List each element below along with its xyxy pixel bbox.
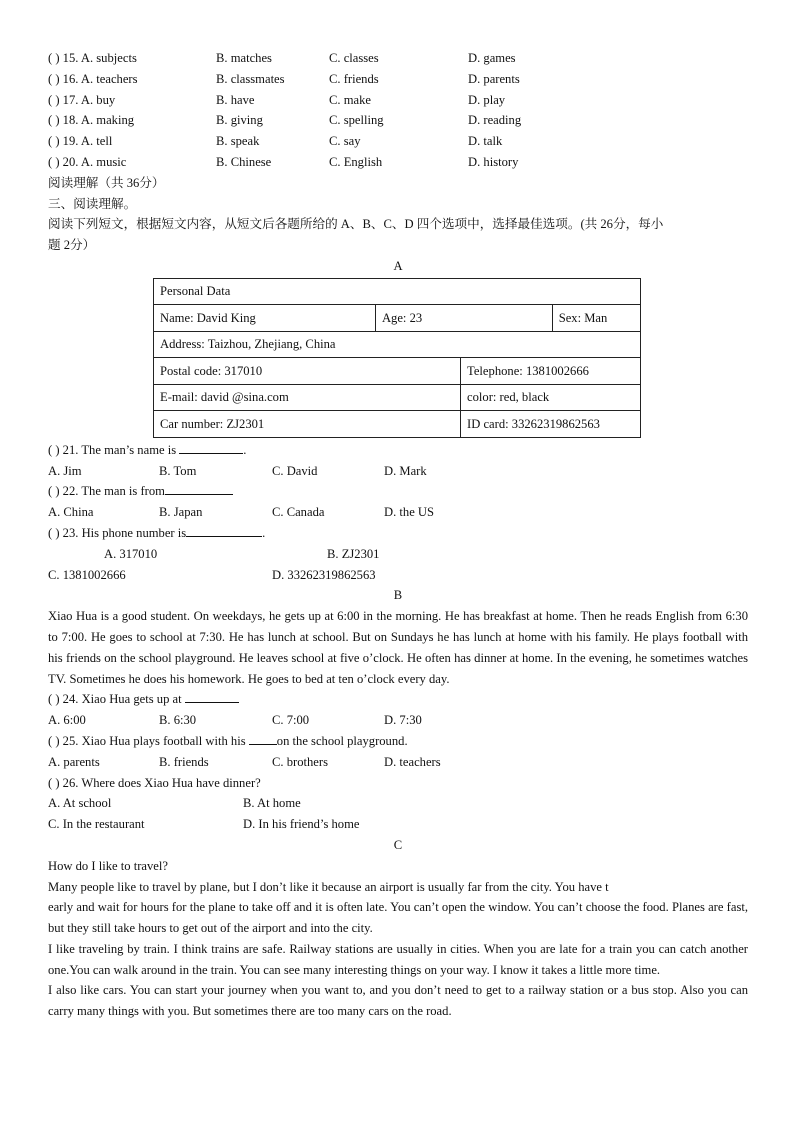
sex-cell: Sex: Man: [552, 305, 640, 332]
option-d: D. parents: [468, 71, 520, 86]
answer-blank: [185, 689, 239, 703]
passage-c-paragraph-2: I like traveling by train. I think trains are safe. Railway stations are usually in cities. When you are late for a train you can catch another one.You can walk around in the train. You can see many interesting things on your way. I know it takes a little more time.: [48, 941, 748, 977]
email-cell: E-mail: david @sina.com: [154, 384, 461, 411]
option-d: D. play: [468, 92, 506, 107]
section-three-heading: 三、阅读理解。: [48, 196, 137, 211]
option-c: C. Canada: [272, 505, 325, 520]
option-d: D. the US: [384, 505, 435, 520]
answer-blank: [179, 440, 243, 454]
option-a: A. 317010: [104, 546, 158, 561]
question-stem: ( ) 21. The man’s name is: [48, 442, 177, 457]
passage-b-label: B: [393, 588, 403, 603]
option-c: C. English: [329, 154, 383, 169]
question-end: .: [262, 525, 266, 540]
option-a: A. At school: [48, 796, 112, 811]
instructions-continued: 题 2分）: [48, 238, 96, 253]
answer-blank: [186, 523, 262, 537]
option-c: C. David: [272, 463, 318, 478]
postal-code-cell: Postal code: 317010: [154, 358, 461, 385]
answer-blank: [249, 731, 277, 745]
option-d: D. games: [468, 51, 516, 65]
telephone-cell: Telephone: 1381002666: [461, 358, 641, 385]
option-c: C. 7:00: [272, 713, 310, 728]
option-c: C. 1381002666: [48, 567, 126, 582]
cloze-row: [48, 152, 748, 173]
options-row: [48, 710, 748, 731]
question-stem: ( ) 25. Xiao Hua plays football with his: [48, 733, 246, 748]
passage-a-label: A: [393, 258, 403, 273]
question-18: ( ) 18. A. making: [48, 113, 135, 128]
passage-c-paragraph-1-line-1: Many people like to travel by plane, but I don’t like it because an airport is usually far from the city. You have t: [48, 879, 609, 894]
passage-c-title: How do I like to travel?: [48, 858, 168, 873]
option-c: C. say: [329, 134, 361, 149]
age-cell: Age: 23: [375, 305, 552, 332]
options-row: [48, 544, 748, 565]
address-cell: Address: Taizhou, Zhejiang, China: [154, 331, 641, 358]
question-20: ( ) 20. A. music: [48, 154, 127, 169]
option-d: D. 33262319862563: [272, 567, 376, 582]
question-19: ( ) 19. A. tell: [48, 134, 113, 149]
option-b: B. classmates: [216, 71, 285, 86]
question-stem: ( ) 24. Xiao Hua gets up at: [48, 692, 182, 707]
option-b: B. 6:30: [159, 713, 197, 728]
option-b: B. have: [216, 92, 255, 107]
car-number-cell: Car number: ZJ2301: [154, 411, 461, 438]
question-16: ( ) 16. A. teachers: [48, 71, 138, 86]
question-25: [48, 731, 748, 752]
option-d: D. talk: [468, 134, 503, 149]
answer-blank: [165, 481, 233, 495]
question-22: [48, 481, 748, 502]
cloze-row: [48, 69, 748, 90]
passage-b-text: Xiao Hua is a good student. On weekdays, he gets up at 6:00 in the morning. He has breakfast at home. Then he reads English from 6:30 to 7:00. He goes to school at 7:30. He has lunch at school. But on Sundays he has lunch at home with his family. He plays football with his friends on the school playground. He leaves school at five o’clock. He often has dinner at home. In the evening, he sometimes watches TV. Sometimes he does his homework. He goes to bed at ten o’clock every day.: [48, 609, 748, 686]
option-b: B. giving: [216, 113, 263, 128]
passage-c-paragraph-3: I also like cars. You can start your journey when you want to, and you don’t need to get to a railway station or a bus stop. Also you can carry many things with you. But sometimes there are too many cars on the road.: [48, 983, 748, 1019]
option-b: B. speak: [216, 134, 260, 149]
option-c: C. classes: [329, 51, 379, 65]
option-c: C. friends: [329, 71, 379, 86]
options-row: [48, 752, 748, 773]
passage-c-label: C: [393, 837, 403, 852]
options-row: [48, 461, 748, 482]
option-a: A. Jim: [48, 463, 82, 478]
option-b: B. Chinese: [216, 154, 272, 169]
option-a: A. 6:00: [48, 713, 86, 728]
option-c: C. In the restaurant: [48, 817, 145, 832]
option-a: A. parents: [48, 754, 100, 769]
cloze-row: [48, 131, 748, 152]
option-c: C. spelling: [329, 113, 384, 128]
cloze-row: [48, 110, 748, 131]
question-24: [48, 689, 748, 710]
cloze-row: [48, 90, 748, 111]
passage-c-paragraph-1: early and wait for hours for the plane to take off and it is often late. You can’t open the window. You can’t choose the food. Planes are fast, but they still take hours to get out of the airport and into the city.: [48, 900, 748, 936]
option-d: D. Mark: [384, 463, 427, 478]
option-d: D. 7:30: [384, 713, 422, 728]
table-title: Personal Data: [154, 278, 641, 305]
question-end: .: [243, 442, 247, 457]
option-b: B. Japan: [159, 505, 203, 520]
cloze-row: [48, 48, 748, 69]
option-b: B. matches: [216, 51, 272, 65]
question-stem: ( ) 23. His phone number is: [48, 525, 187, 540]
exam-page: [48, 48, 748, 1022]
color-cell: color: red, black: [461, 384, 641, 411]
question-stem: ( ) 22. The man is from: [48, 484, 165, 499]
instructions: 阅读下列短文，根据短文内容，从短文后各题所给的 A、B、C、D 四个选项中，选择最佳选项。(共 26分，每小: [48, 217, 664, 232]
options-row: [48, 793, 748, 814]
question-26: ( ) 26. Where does Xiao Hua have dinner?: [48, 775, 261, 790]
option-b: B. ZJ2301: [327, 546, 380, 561]
question-17: ( ) 17. A. buy: [48, 92, 116, 107]
question-21: [48, 440, 748, 461]
options-row: [48, 502, 748, 523]
option-d: D. teachers: [384, 754, 441, 769]
option-b: B. At home: [243, 796, 301, 811]
option-d: D. history: [468, 154, 519, 169]
question-23: [48, 523, 748, 544]
option-b: B. Tom: [159, 463, 197, 478]
option-c: C. make: [329, 92, 371, 107]
cloze-options: [48, 48, 748, 173]
option-d: D. reading: [468, 113, 522, 128]
option-a: A. China: [48, 505, 94, 520]
options-row: [48, 565, 748, 586]
option-c: C. brothers: [272, 754, 328, 769]
name-cell: Name: David King: [154, 305, 376, 332]
id-card-cell: ID card: 33262319862563: [461, 411, 641, 438]
personal-data-table: [153, 278, 641, 438]
question-stem-end: on the school playground.: [276, 733, 408, 748]
option-b: B. friends: [159, 754, 209, 769]
section-heading: 阅读理解（共 36分）: [48, 175, 165, 190]
question-15: ( ) 15. A. subjects: [48, 51, 137, 65]
options-row: [48, 814, 748, 835]
option-d: D. In his friend’s home: [243, 817, 360, 832]
